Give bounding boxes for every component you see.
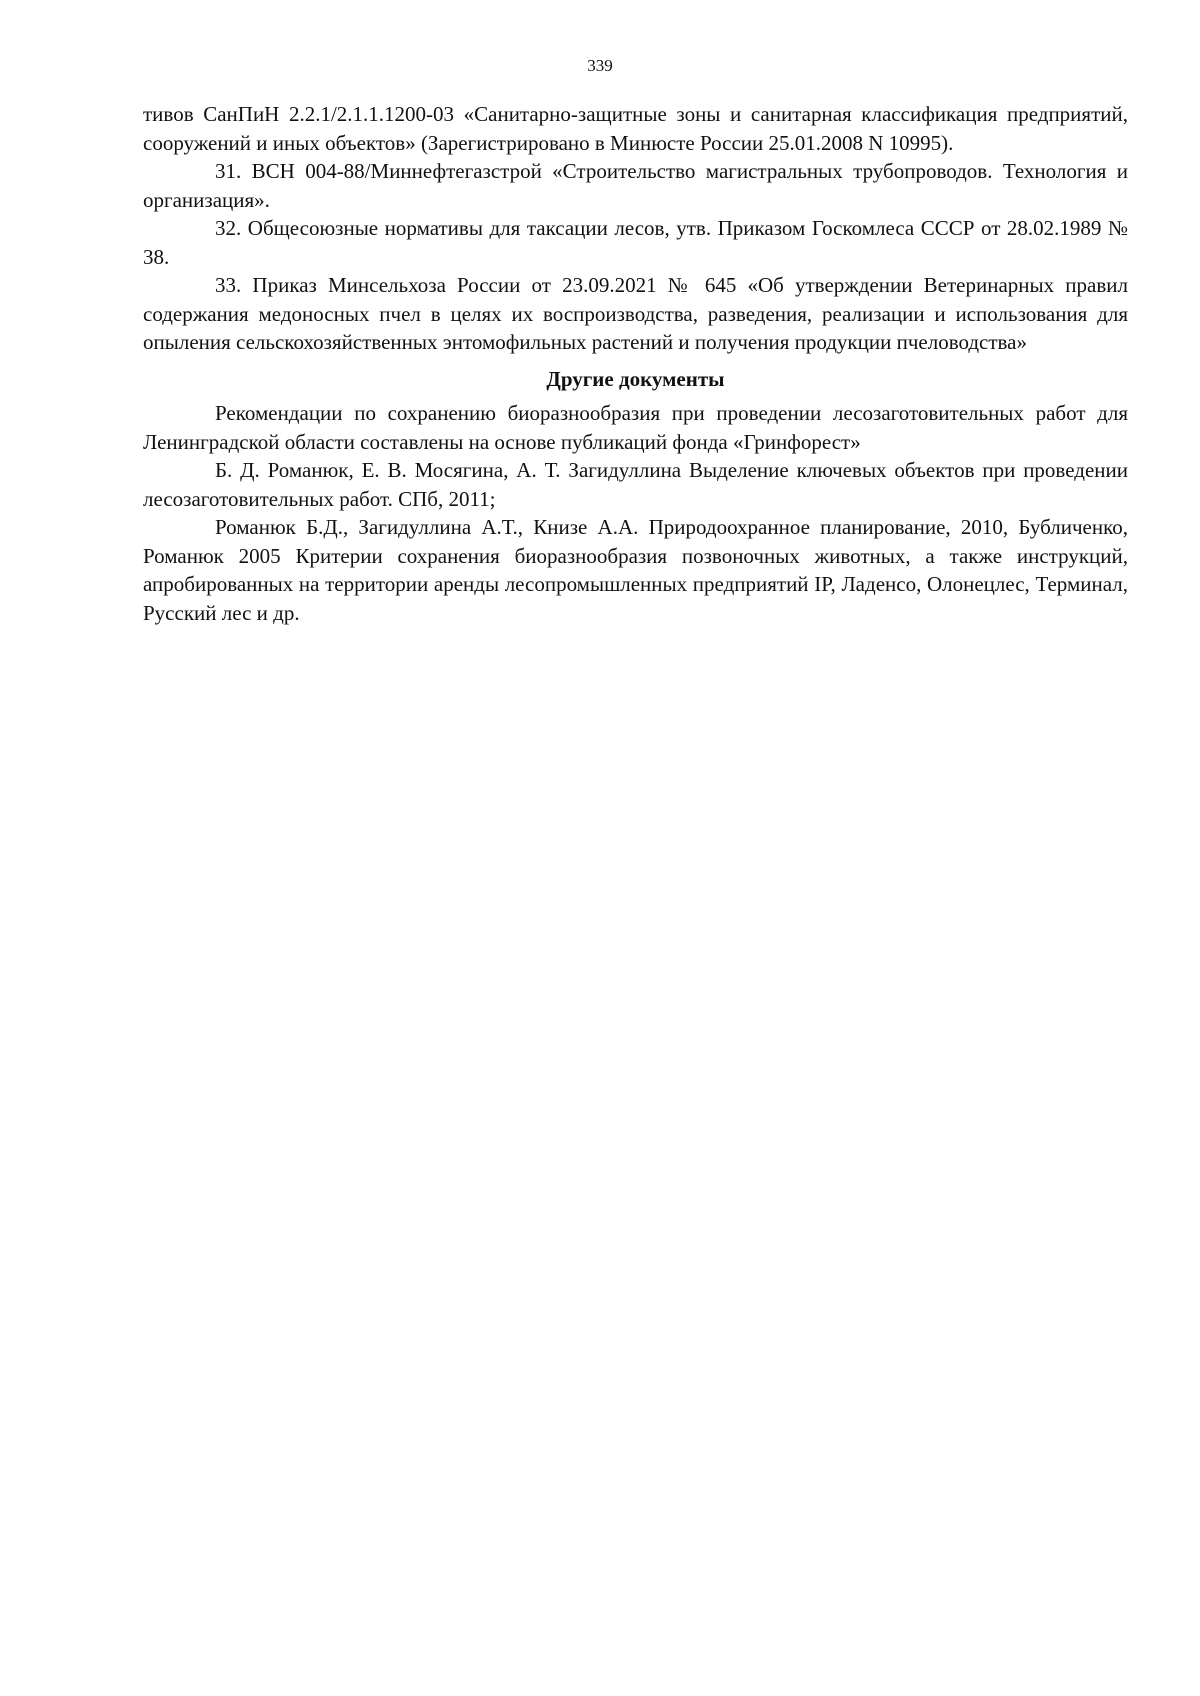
page-number: 339 bbox=[587, 56, 613, 75]
list-item-33: 33. Приказ Минсельхоза России от 23.09.2021 № 645 «Об утверждении Ветеринарных правил содержания медоносных пчел в целях их воспроизводства, разведения, реализации и использования для опыления сельскохозяйственных энтомофильных растений и получения продукции пчеловодства» bbox=[143, 273, 1128, 354]
paragraph-romanyuk-2011: Б. Д. Романюк, Е. В. Мосягина, А. Т. Загидуллина Выделение ключевых объектов при проведении лесозаготовительных работ. СПб, 2011; bbox=[143, 458, 1128, 511]
page-content bbox=[143, 100, 1128, 627]
paragraph-continuation: тивов СанПиН 2.2.1/2.1.1.1200-03 «Санитарно-защитные зоны и санитарная классификация предприятий, сооружений и иных объектов» (Зарегистрировано в Минюсте России 25.01.2008 N 10995). bbox=[143, 102, 1128, 155]
list-item-32: 32. Общесоюзные нормативы для таксации лесов, утв. Приказом Госкомлеса СССР от 28.02.1989 № 38. bbox=[143, 216, 1128, 269]
list-item-31: 31. ВСН 004-88/Миннефтегазстрой «Строительство магистральных трубопроводов. Технология и организация». bbox=[143, 159, 1128, 212]
paragraph-romanyuk-2010: Романюк Б.Д., Загидуллина А.Т., Книзе А.А. Природоохранное планирование, 2010, Бубличенко, Романюк 2005 Критерии сохранения биоразнообразия позвоночных животных, а также инструкций, апробированных на территории аренды лесопромышленных предприятий IP, Ладенсо, Олонецлес, Терминал, Русский лес и др. bbox=[143, 515, 1128, 625]
paragraph-recommendations: Рекомендации по сохранению биоразнообразия при проведении лесозаготовительных работ для Ленинградской области составлены на основе публикаций фонда «Гринфорест» bbox=[143, 401, 1128, 454]
section-heading-other-documents: Другие документы bbox=[546, 366, 725, 391]
